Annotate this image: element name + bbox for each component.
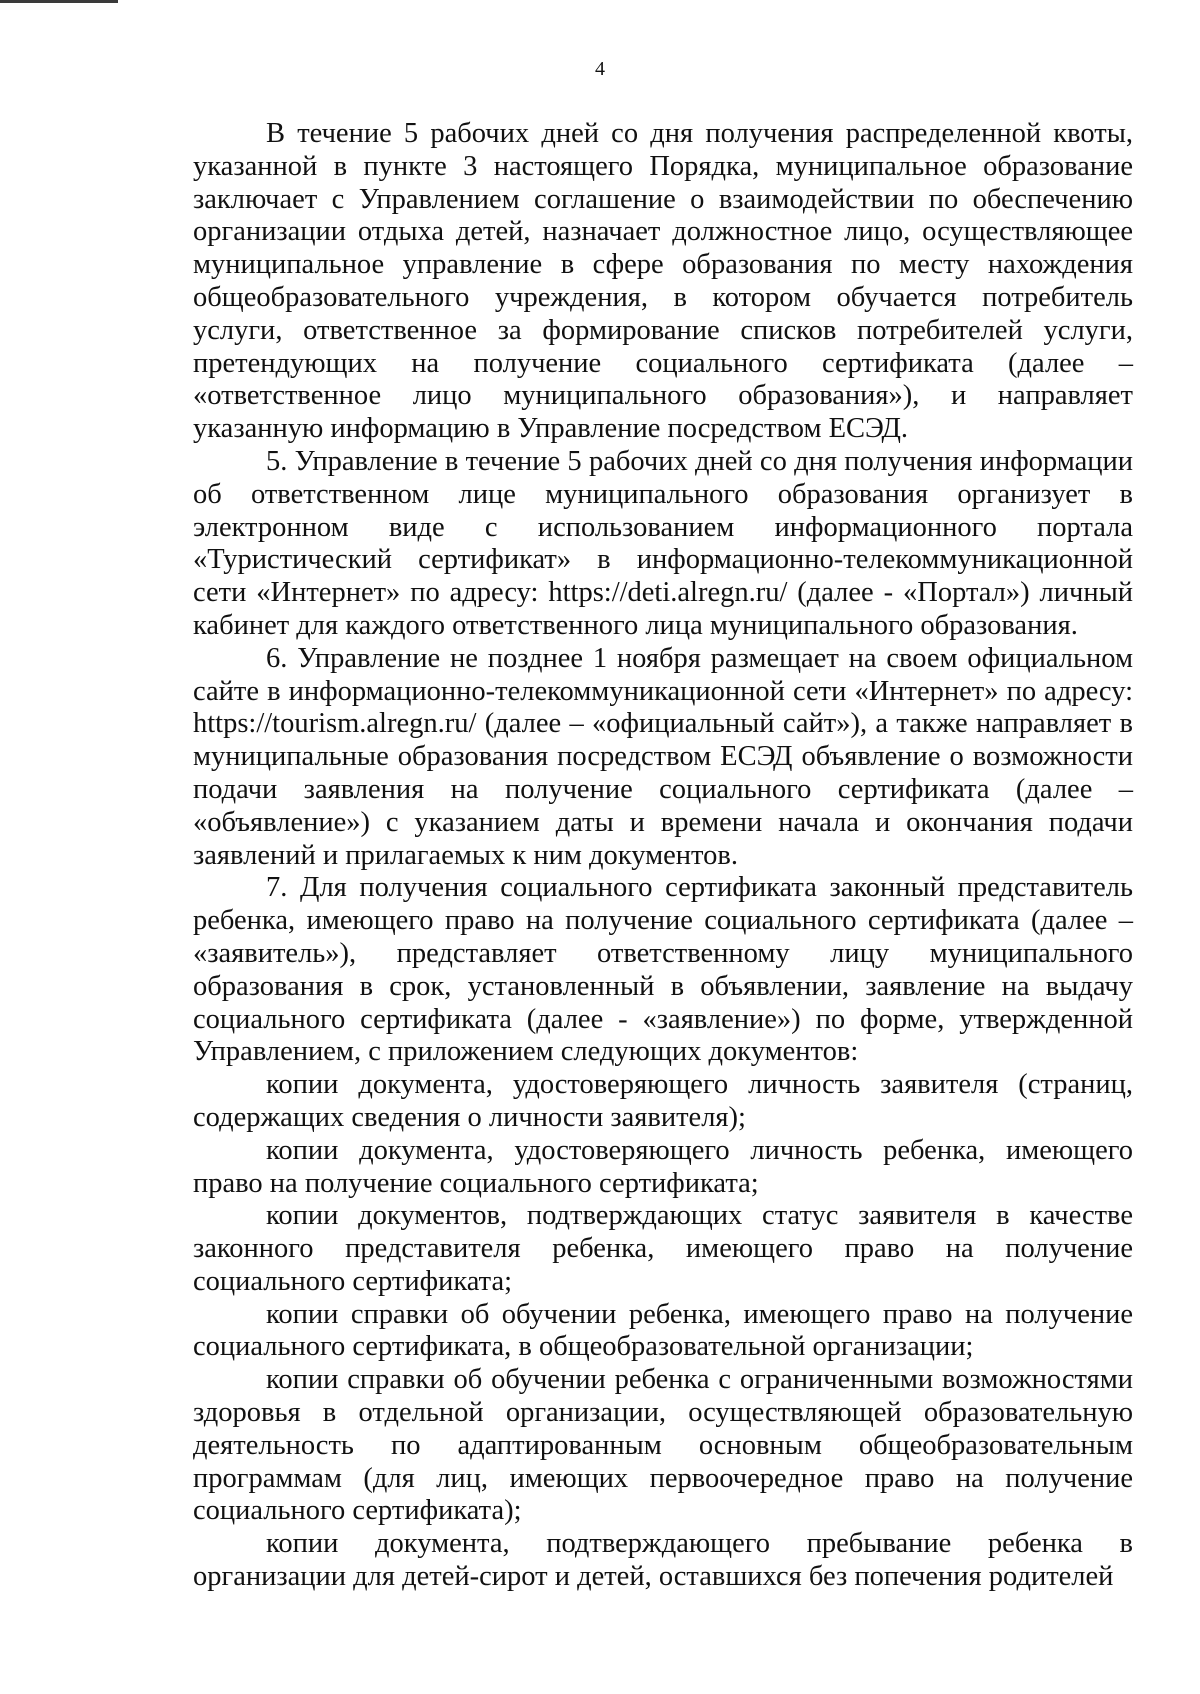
document-list-item: копии документа, удостоверяющего личность заявителя (страниц, содержащих сведения о личности заявителя);: [193, 1069, 1133, 1133]
document-list-item: копии документов, подтверждающих статус заявителя в качестве законного представителя ребенка, имеющего право на получение социального сертификата;: [193, 1200, 1133, 1297]
document-list-item: копии справки об обучении ребенка, имеющего право на получение социального сертификата, в общеобразовательной организации;: [193, 1298, 1133, 1363]
scan-edge-mark: [0, 0, 118, 3]
paragraph-item-5: 5. Управление в течение 5 рабочих дней со дня получения информации об ответственном лице муниципального образования организует в электронном виде с использованием информационного портала «Туристический сертификат» в информационно-телекоммуникационной сети «Интернет» по адресу: https://deti.alregn.ru/ (далее - «Портал») личный кабинет для каждого ответственного лица муниципального образования.: [193, 445, 1133, 641]
document-body: [193, 118, 1133, 1594]
document-list-item: копии документа, подтверждающего пребывание ребенка в организации для детей-сирот и детей, оставшихся без попечения родителей: [193, 1528, 1133, 1593]
paragraph-quota-agreement: В течение 5 рабочих дней со дня получения распределенной квоты, указанной в пункте 3 настоящего Порядка, муниципальное образование заключает с Управлением соглашение о взаимодействии по обеспечению организации отдыха детей, назначает должностное лицо, осуществляющее муниципальное управление в сфере образования по месту нахождения общеобразовательного учреждения, в котором обучается потребитель услуги, ответственное за формирование списков потребителей услуги, претендующих на получение социального сертификата (далее – «ответственное лицо муниципального образования»), и направляет указанную информацию в Управление посредством ЕСЭД.: [193, 118, 1133, 445]
document-list-item: копии справки об обучении ребенка с ограниченными возможностями здоровья в отдельной организации, осуществляющей образовательную деятельность по адаптированным основным общеобразовательным программам (для лиц, имеющих первоочередное право на получение социального сертификата);: [193, 1364, 1133, 1527]
paragraph-item-7: 7. Для получения социального сертификата законный представитель ребенка, имеющего право на получение социального сертификата (далее – «заявитель»), представляет ответственному лицу муниципального образования в срок, установленный в объявлении, заявление на выдачу социального сертификата (далее - «заявление») по форме, утвержденной Управлением, с приложением следующих документов:: [193, 872, 1133, 1068]
page-number: 4: [595, 58, 605, 80]
paragraph-item-6: 6. Управление не позднее 1 ноября размещает на своем официальном сайте в информационно-телекоммуникационной сети «Интернет» по адресу: https://tourism.alregn.ru/ (далее – «официальный сайт»), а также направляет в муниципальные образования посредством ЕСЭД объявление о возможности подачи заявления на получение социального сертификата (далее – «объявление») с указанием даты и времени начала и окончания подачи заявлений и прилагаемых к ним документов.: [193, 642, 1133, 871]
document-list-item: копии документа, удостоверяющего личность ребенка, имеющего право на получение социального сертификата;: [193, 1134, 1133, 1199]
